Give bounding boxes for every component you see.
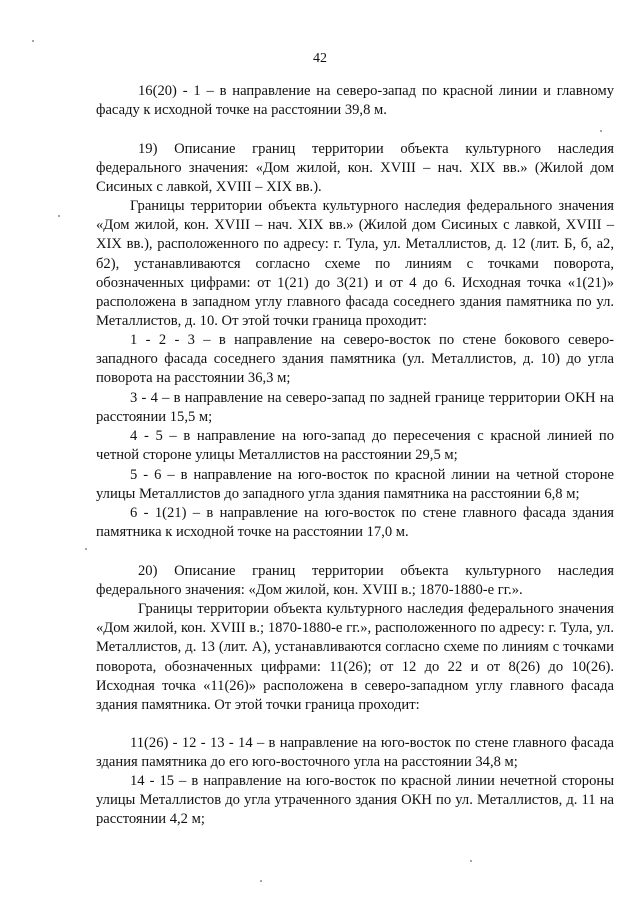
paragraph: Границы территории объекта культурного наследия федерального значения «Дом жилой, кон. XVIII – нач. XIX вв.» (Жилой дом Сисиных с лавкой, XVIII – XIX вв.), расположенного по адресу: г. Тула, ул. Металлистов, д. 12 (лит. Б, б, а2, б2), устанавливаются согласно схеме по линиям с точками поворота, обозначенных цифрами: от 1(21) до 3(21) и от 4 до 6. Исходная точка «1(21)» расположена в западном углу главного фасада соседнего здания памятника по ул. Металлистов, д. 10. От этой точки граница проходит:	[96, 198, 614, 330]
paragraph: 11(26) - 12 - 13 - 14 – в направление на юго-восток по стене главного фасада здания памятника до его юго-восточного угла на расстоянии 34,8 м;	[96, 735, 614, 771]
section-heading: 19) Описание границ территории объекта культурного наследия федерального значения: «Дом жилой, кон. XVIII – нач. XIX вв.» (Жилой дом Сисиных с лавкой, XVIII – XIX вв.).	[96, 141, 614, 196]
scan-speck	[470, 860, 472, 862]
scan-speck	[85, 548, 87, 550]
paragraph: 3 - 4 – в направление на северо-запад по задней границе территории ОКН на расстоянии 15,5 м;	[96, 390, 614, 426]
scan-speck	[58, 215, 60, 217]
scan-speck	[260, 880, 262, 882]
paragraph: 1 - 2 - 3 – в направление на северо-восток по стене бокового северо-западного фасада соседнего здания памятника (ул. Металлистов, д. 10) до угла поворота на расстоянии 36,3 м;	[96, 332, 614, 387]
page-number: 42	[313, 51, 327, 66]
paragraph: 5 - 6 – в направление на юго-восток по красной линии на четной стороне улицы Металлистов до западного угла здания памятника на расстоянии 6,8 м;	[96, 467, 614, 503]
paragraph: Границы территории объекта культурного наследия федерального значения «Дом жилой, кон. XVIII в.; 1870-1880-е гг.», расположенного по адресу: г. Тула, ул. Металлистов, д. 13 (лит. А), устанавливаются согласно схеме по линиям с точками поворота, обозначенных цифрами: 11(26); от 12 до 22 и от 8(26) до 10(26). Исходная точка «11(26)» расположена в северо-западном углу главного фасада здания памятника. От этой точки граница проходит:	[96, 601, 614, 714]
scan-speck	[32, 40, 34, 42]
section-heading: 20) Описание границ территории объекта культурного наследия федерального значения: «Дом жилой, кон. XVIII в.; 1870-1880-е гг.».	[96, 563, 614, 599]
paragraph: 4 - 5 – в направление на юго-запад до пересечения с красной линией по четной стороне улицы Металлистов на расстоянии 29,5 м;	[96, 428, 614, 464]
scan-speck	[600, 130, 602, 132]
paragraph: 16(20) - 1 – в направление на северо-запад по красной линии и главному фасаду к исходной точке на расстоянии 39,8 м.	[96, 83, 614, 119]
paragraph: 6 - 1(21) – в направление на юго-восток по стене главного фасада здания памятника к исходной точке на расстоянии 17,0 м.	[96, 505, 614, 541]
paragraph: 14 - 15 – в направление на юго-восток по красной линии нечетной стороны улицы Металлистов до угла утраченного здания ОКН по ул. Металлистов, д. 11 на расстоянии 4,2 м;	[96, 773, 614, 828]
